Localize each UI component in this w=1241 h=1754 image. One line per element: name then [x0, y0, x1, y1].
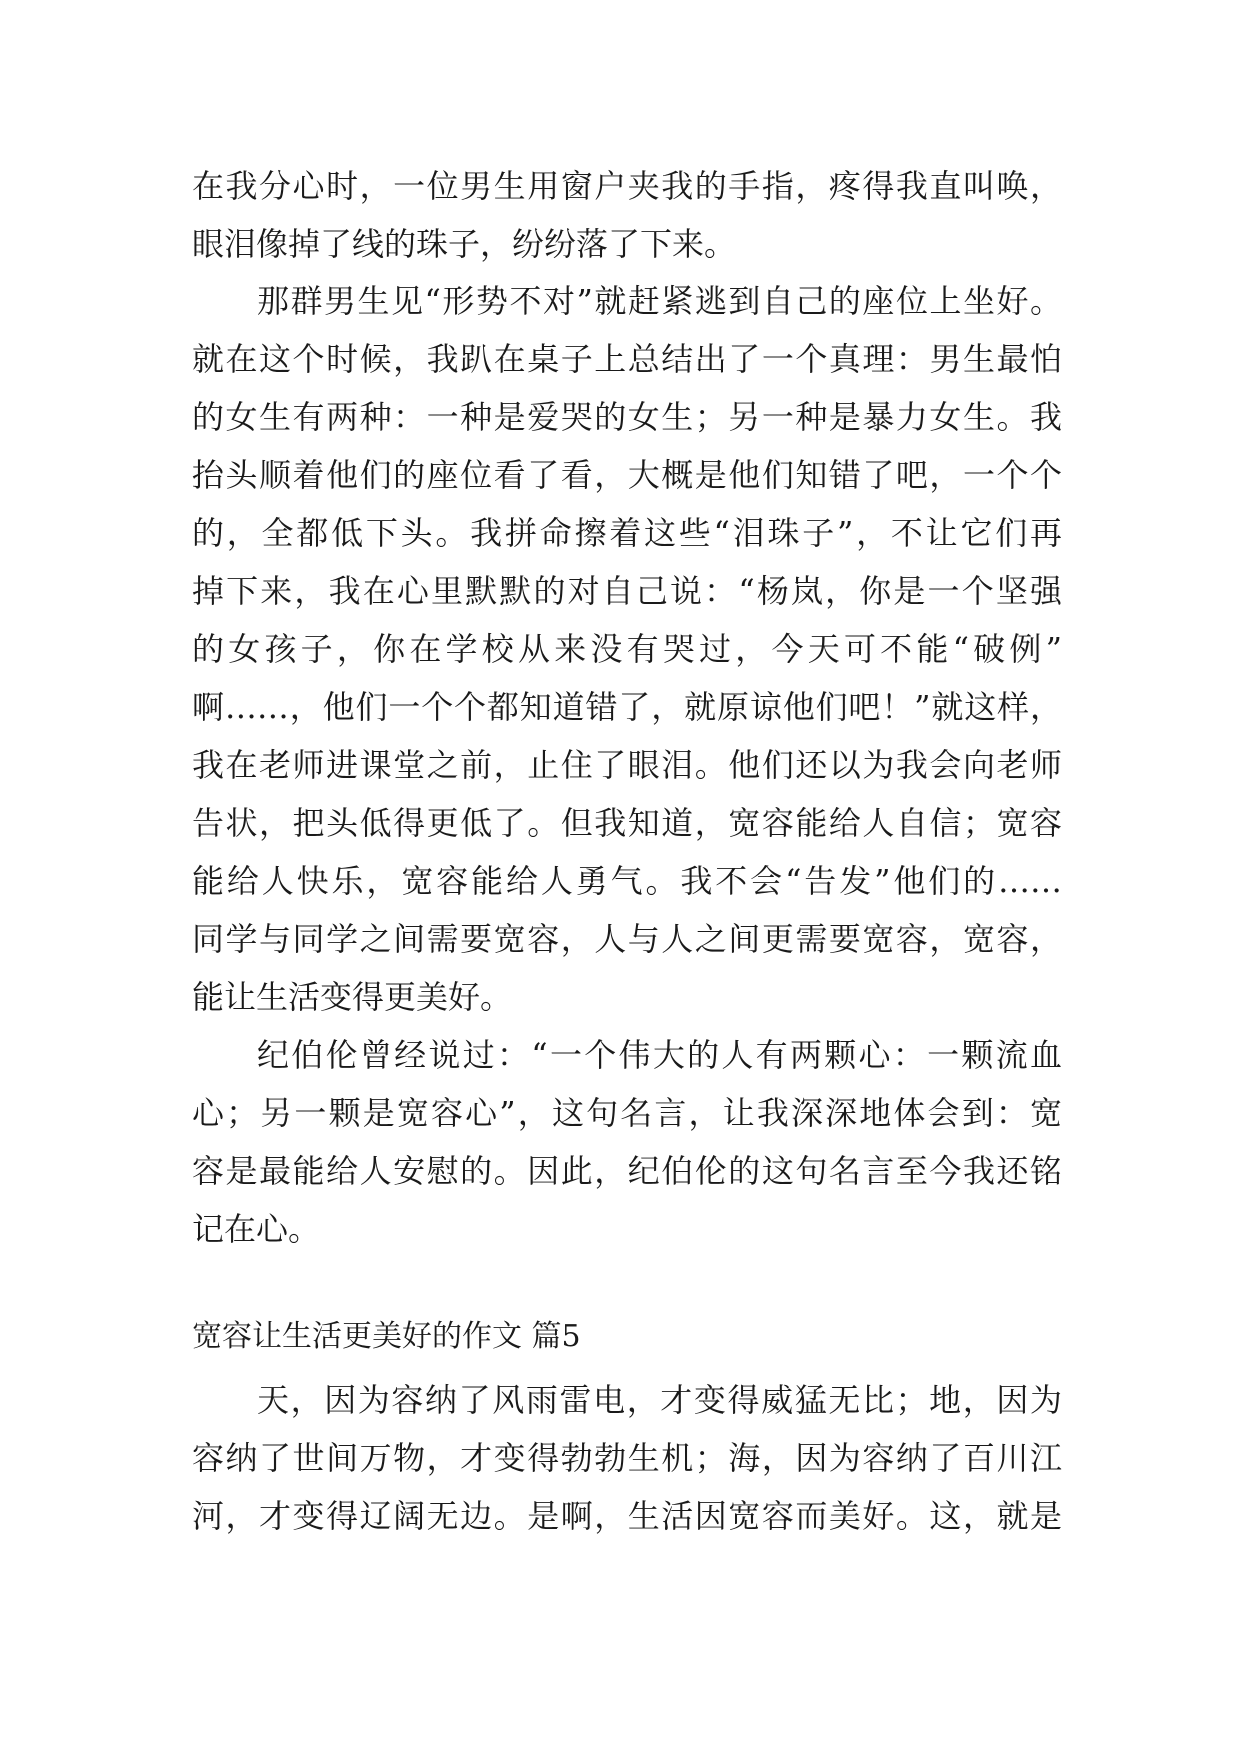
- paragraph-line: 的女孩子，你在学校从来没有哭过，今天可不能“破例”: [192, 630, 1062, 668]
- paragraph-line: 天，因为容纳了风雨雷电，才变得威猛无比；地，因为: [257, 1381, 1062, 1419]
- paragraph-line: 同学与同学之间需要宽容，人与人之间更需要宽容，宽容，: [192, 920, 1062, 958]
- paragraph-line: 容是最能给人安慰的。因此，纪伯伦的这句名言至今我还铭: [192, 1152, 1062, 1190]
- paragraph-line: 啊……，他们一个个都知道错了，就原谅他们吧！”就这样，: [192, 688, 1062, 726]
- paragraph-line: 能给人快乐，宽容能给人勇气。我不会“告发”他们的……: [192, 862, 1062, 900]
- paragraph-line: 那群男生见“形势不对”就赶紧逃到自己的座位上坐好。: [257, 282, 1062, 320]
- paragraph-line: 记在心。: [192, 1210, 321, 1248]
- paragraph-line: 我在老师进课堂之前，止住了眼泪。他们还以为我会向老师: [192, 746, 1062, 784]
- paragraph-line: 心；另一颗是宽容心”，这句名言，让我深深地体会到：宽: [192, 1094, 1062, 1132]
- paragraph-line: 容纳了世间万物，才变得勃勃生机；海，因为容纳了百川江: [192, 1439, 1062, 1477]
- section-heading: 宽容让生活更美好的作文 篇5: [192, 1319, 581, 1354]
- paragraph-line: 掉下来，我在心里默默的对自己说：“杨岚，你是一个坚强: [192, 572, 1062, 610]
- paragraph-line: 的，全都低下头。我拼命擦着这些“泪珠子”，不让它们再: [192, 514, 1062, 552]
- paragraph-line: 告状，把头低得更低了。但我知道，宽容能给人自信；宽容: [192, 804, 1062, 842]
- paragraph-line: 河，才变得辽阔无边。是啊，生活因宽容而美好。这，就是: [192, 1497, 1062, 1535]
- paragraph-line: 在我分心时，一位男生用窗户夹我的手指，疼得我直叫唤，: [192, 167, 1062, 205]
- paragraph-line: 抬头顺着他们的座位看了看，大概是他们知错了吧，一个个: [192, 456, 1062, 494]
- paragraph-line: 眼泪像掉了线的珠子，纷纷落了下来。: [192, 225, 737, 263]
- paragraph-line: 能让生活变得更美好。: [192, 978, 513, 1016]
- paragraph-line: 就在这个时候，我趴在桌子上总结出了一个真理：男生最怕: [192, 340, 1062, 378]
- paragraph-line: 纪伯伦曾经说过：“一个伟大的人有两颗心：一颗流血: [257, 1036, 1062, 1074]
- paragraph-line: 的女生有两种：一种是爱哭的女生；另一种是暴力女生。我: [192, 398, 1062, 436]
